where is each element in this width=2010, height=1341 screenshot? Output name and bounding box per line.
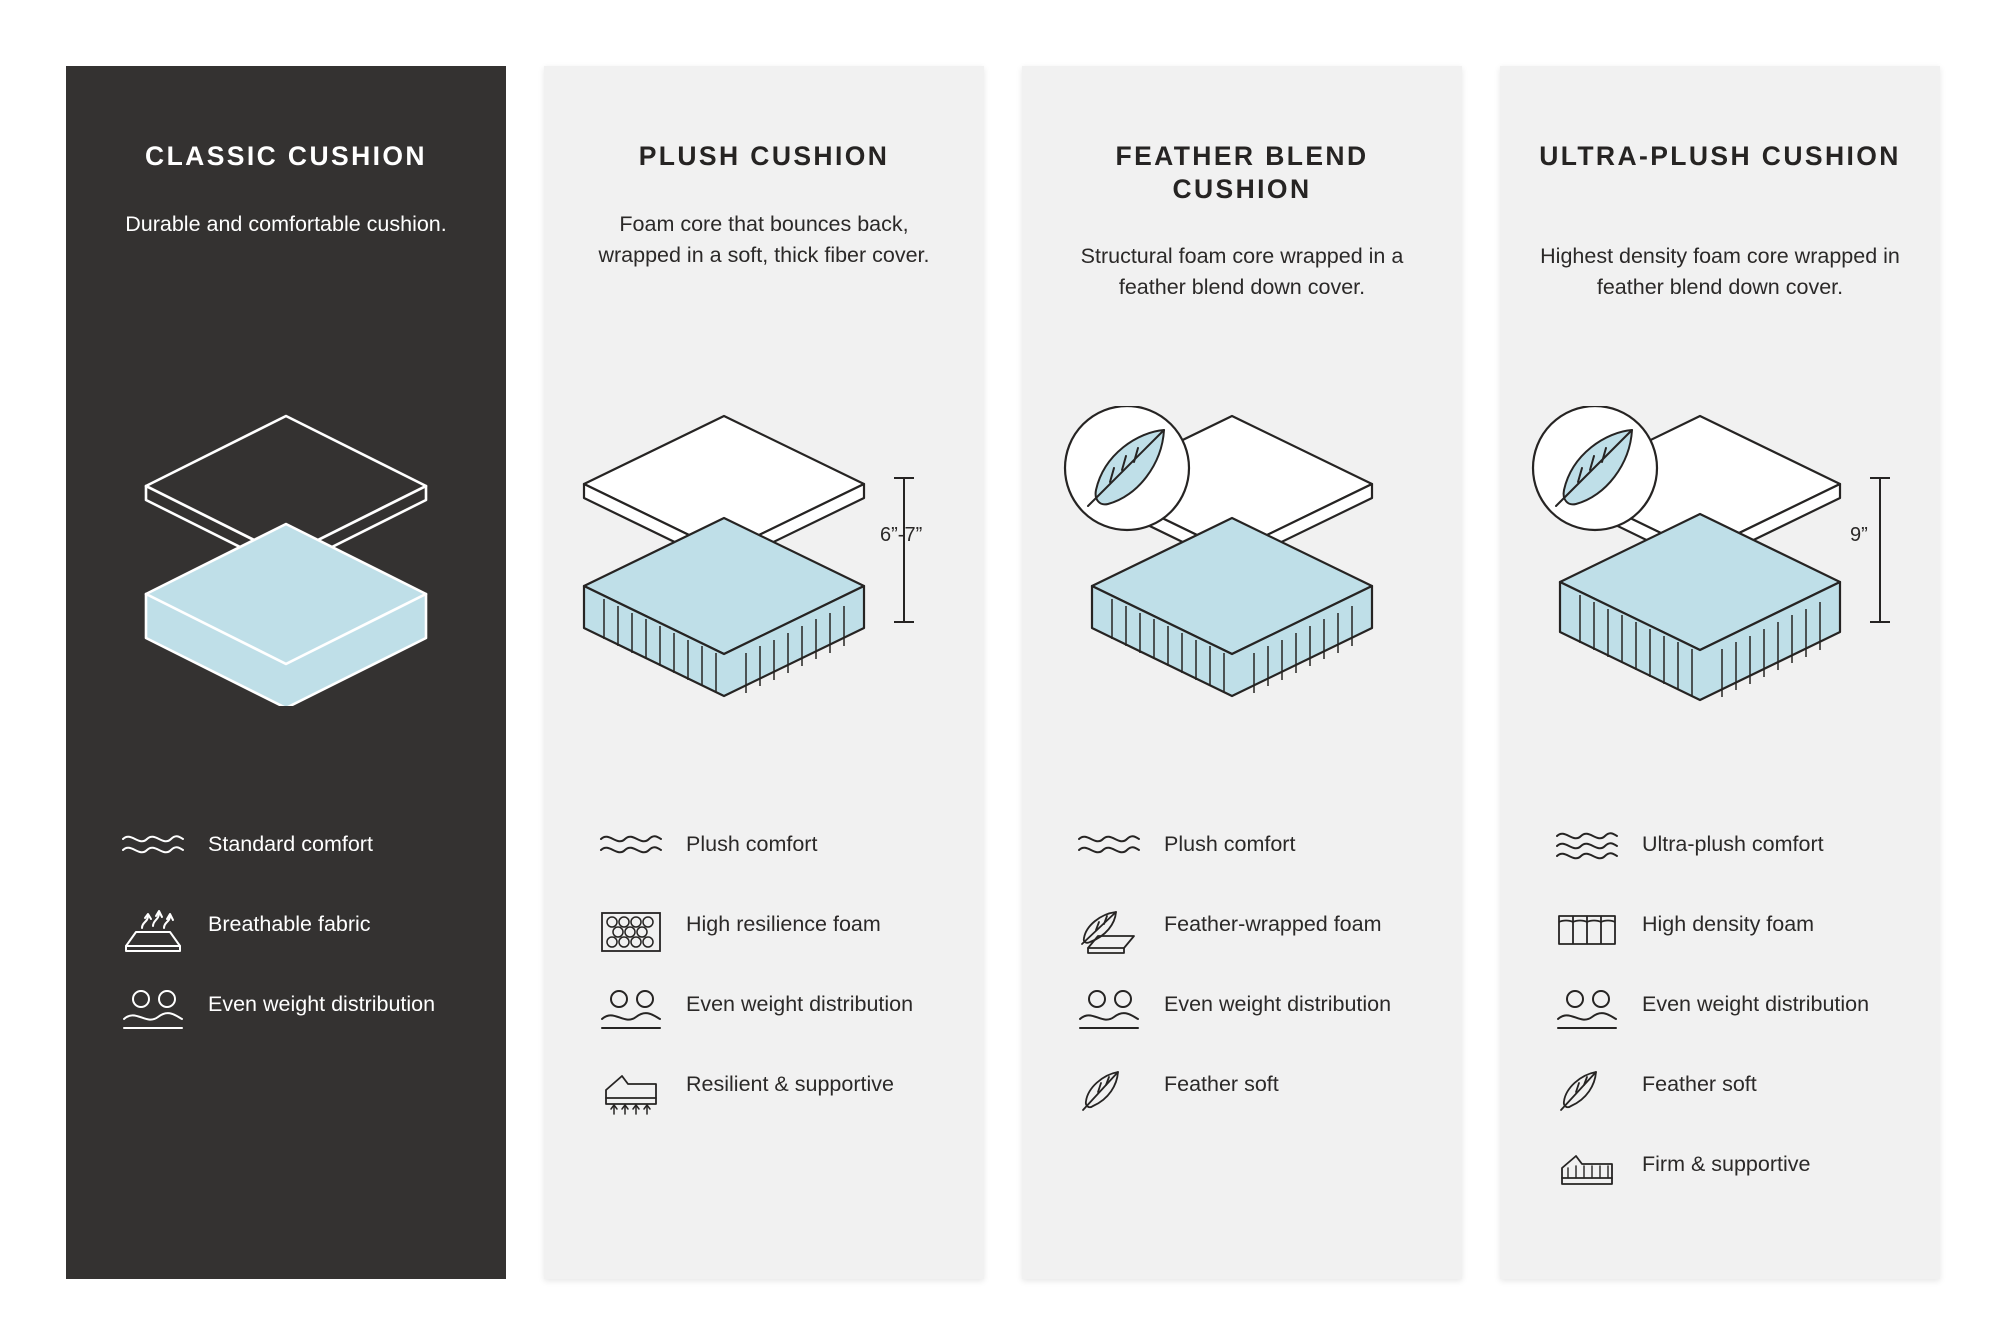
list-item-label: Even weight distribution: [1642, 992, 1870, 1016]
list-item[interactable]: [120, 906, 476, 964]
card-description: Highest density foam core wrapped in feather blend down cover.: [1540, 244, 1900, 300]
high-density-foam-icon: [1554, 906, 1632, 952]
list-item[interactable]: [1076, 826, 1432, 884]
list-item-label: Plush comfort: [686, 832, 818, 856]
list-item[interactable]: [1554, 906, 1910, 964]
weight-distribution-icon: [120, 986, 198, 1034]
feather-icon: [1554, 1066, 1632, 1116]
list-item[interactable]: [598, 986, 954, 1044]
cards-row: [66, 66, 1940, 1279]
wave-lines-icon: [598, 826, 676, 860]
feather-icon: [1076, 1066, 1154, 1116]
list-item-label: Ultra-plush comfort: [1642, 832, 1824, 856]
list-item[interactable]: [1076, 986, 1432, 1044]
breathable-fabric-icon: [120, 906, 198, 954]
feature-list: [1076, 826, 1432, 1146]
card-description: Foam core that bounces back, wrapped in a soft, thick fiber cover.: [598, 212, 930, 268]
list-item-label: High resilience foam: [686, 912, 881, 936]
feature-list: [598, 826, 954, 1146]
feature-list: [1554, 826, 1910, 1226]
exploded-cushion-illustration: [1022, 406, 1462, 706]
page-title: ULTRA-PLUSH CUSHION: [1539, 141, 1901, 171]
wave-lines-icon: [1554, 826, 1632, 866]
list-item-label: Even weight distribution: [1164, 992, 1392, 1016]
list-item[interactable]: [120, 826, 476, 884]
list-item[interactable]: [1076, 1066, 1432, 1124]
page-title: FEATHER BLEND CUSHION: [1115, 141, 1369, 205]
list-item-label: Even weight distribution: [686, 992, 914, 1016]
list-item[interactable]: [598, 1066, 954, 1124]
card-description: Structural foam core wrapped in a feather blend down cover.: [1080, 244, 1404, 300]
list-item-label: High density foam: [1642, 912, 1815, 936]
feather-wrapped-foam-icon: [1076, 906, 1154, 956]
list-item-label: Feather-wrapped foam: [1164, 912, 1382, 936]
exploded-cushion-illustration: [66, 406, 506, 706]
exploded-cushion-illustration: [544, 406, 984, 706]
exploded-cushion-illustration: [1500, 406, 1940, 706]
list-item-label: Firm & supportive: [1642, 1152, 1811, 1176]
list-item[interactable]: [1554, 1146, 1910, 1204]
list-item-label: Breathable fabric: [208, 912, 371, 936]
list-item[interactable]: [598, 826, 954, 884]
firm-support-icon: [1554, 1146, 1632, 1194]
list-item[interactable]: [1554, 826, 1910, 884]
feature-list: [120, 826, 476, 1066]
list-item-label: Standard comfort: [208, 832, 373, 856]
wave-lines-icon: [1076, 826, 1154, 860]
list-item-label: Plush comfort: [1164, 832, 1296, 856]
feather-badge-icon: [1065, 406, 1189, 530]
list-item[interactable]: [1554, 1066, 1910, 1124]
card-ultra-plush-cushion[interactable]: [1500, 66, 1940, 1279]
list-item[interactable]: [598, 906, 954, 964]
wave-lines-icon: [120, 826, 198, 860]
honeycomb-foam-icon: [598, 906, 676, 956]
list-item[interactable]: [1554, 986, 1910, 1044]
weight-distribution-icon: [598, 986, 676, 1034]
card-feather-blend-cushion[interactable]: [1022, 66, 1462, 1279]
dimension-label: 6”-7”: [880, 524, 923, 546]
list-item-label: Resilient & supportive: [686, 1072, 894, 1096]
dimension-label: 9”: [1850, 524, 1868, 546]
page-title: PLUSH CUSHION: [638, 141, 890, 171]
weight-distribution-icon: [1554, 986, 1632, 1034]
feather-badge-icon: [1533, 406, 1657, 530]
resilient-support-icon: [598, 1066, 676, 1116]
weight-distribution-icon: [1076, 986, 1154, 1034]
card-description: Durable and comfortable cushion.: [125, 212, 447, 236]
list-item[interactable]: [120, 986, 476, 1044]
list-item-label: Feather soft: [1642, 1072, 1757, 1096]
card-plush-cushion[interactable]: [544, 66, 984, 1279]
card-classic-cushion[interactable]: [66, 66, 506, 1279]
list-item-label: Feather soft: [1164, 1072, 1279, 1096]
list-item-label: Even weight distribution: [208, 992, 436, 1016]
list-item[interactable]: [1076, 906, 1432, 964]
page-title: CLASSIC CUSHION: [145, 141, 427, 171]
